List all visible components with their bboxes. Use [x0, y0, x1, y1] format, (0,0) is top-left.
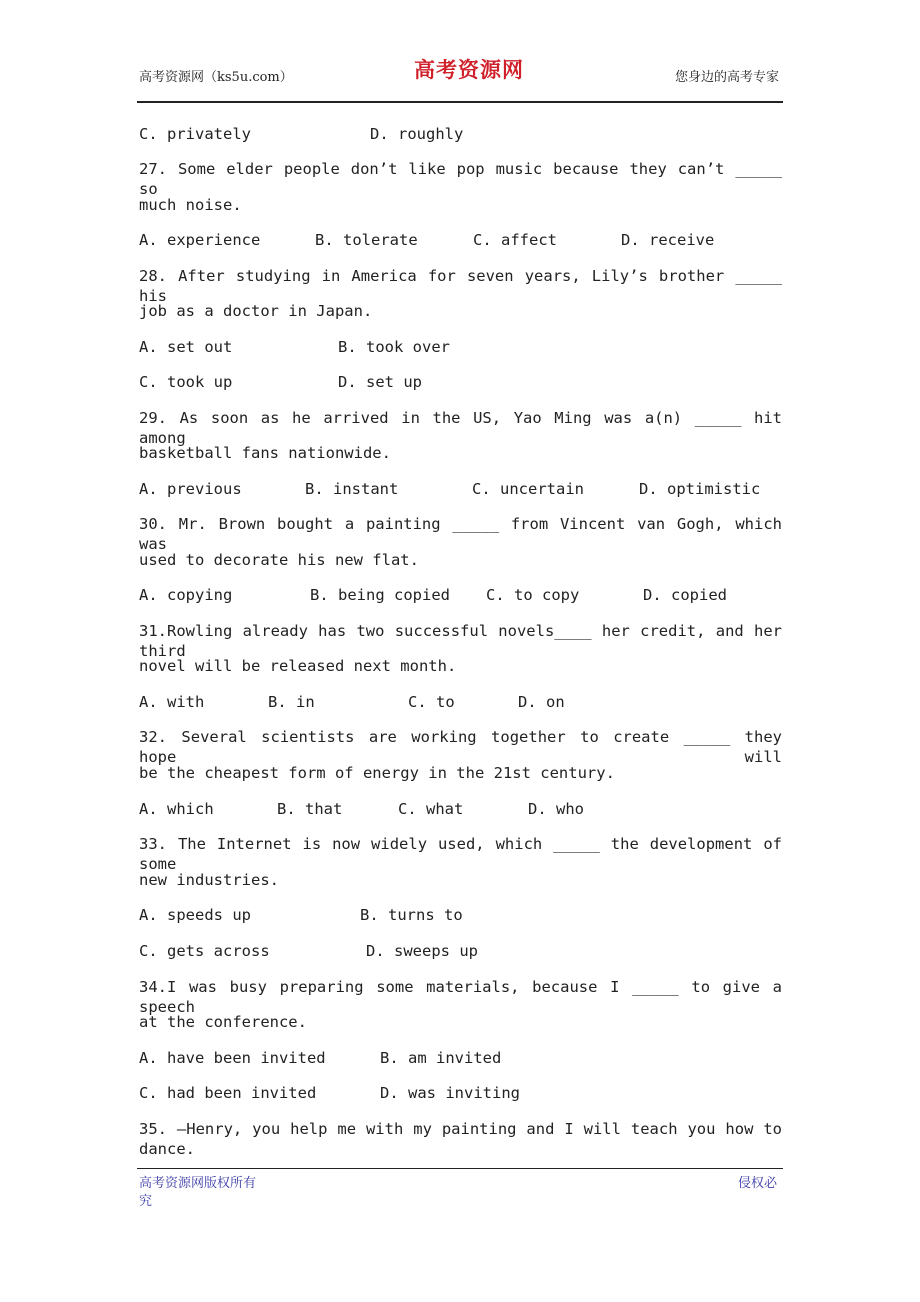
option: C. affect: [473, 231, 557, 249]
option: B. took over: [338, 338, 450, 356]
question-33: 33. The Internet is now widely used, which _____ the development of some: [139, 835, 782, 873]
question-31-cont: novel will be released next month.: [139, 657, 457, 675]
option: B. instant: [305, 480, 399, 498]
option: D. who: [528, 800, 584, 818]
option: D. roughly: [370, 125, 464, 143]
footer-right: 侵权必: [738, 1176, 778, 1191]
option: D. optimistic: [639, 480, 761, 498]
option: B. am invited: [380, 1049, 502, 1067]
option: D. sweeps up: [366, 942, 478, 960]
option: B. tolerate: [315, 231, 418, 249]
option: D. on: [518, 693, 565, 711]
question-30-cont: used to decorate his new flat.: [139, 551, 419, 569]
option: A. which: [139, 800, 214, 818]
question-30: 30. Mr. Brown bought a painting _____ from Vincent van Gogh, which was: [139, 515, 782, 553]
header-left: 高考资源网（ks5u.com）: [139, 70, 293, 85]
option: C. to: [408, 693, 455, 711]
option: A. experience: [139, 231, 261, 249]
question-27: 27. Some elder people don’t like pop music because they can’t _____ so: [139, 160, 782, 198]
question-29: 29. As soon as he arrived in the US, Yao Ming was a(n) _____ hit among: [139, 409, 782, 447]
option: B. turns to: [360, 906, 463, 924]
option: D. copied: [643, 586, 727, 604]
option: C. to copy: [486, 586, 580, 604]
option: B. in: [268, 693, 315, 711]
option: B. that: [277, 800, 343, 818]
option: A. copying: [139, 586, 233, 604]
option: D. was inviting: [380, 1084, 520, 1102]
option: A. speeds up: [139, 906, 251, 924]
option: A. previous: [139, 480, 242, 498]
question-29-cont: basketball fans nationwide.: [139, 444, 391, 462]
header-rule: [137, 101, 783, 103]
question-34-cont: at the conference.: [139, 1013, 307, 1031]
option: D. receive: [621, 231, 715, 249]
option: C. gets across: [139, 942, 270, 960]
option: C. privately: [139, 125, 251, 143]
question-32: 32. Several scientists are working together to create _____ they hope will: [139, 728, 782, 766]
question-35: 35. —Henry, you help me with my painting and I will teach you how to dance.: [139, 1120, 782, 1158]
question-33-cont: new industries.: [139, 871, 279, 889]
question-27-cont: much noise.: [139, 196, 242, 214]
header-right: 您身边的高考专家: [675, 70, 780, 85]
question-31: 31.Rowling already has two successful novels____ her credit, and her third: [139, 622, 782, 660]
option: B. being copied: [310, 586, 450, 604]
question-32-cont: be the cheapest form of energy in the 21st century.: [139, 764, 615, 782]
question-28: 28. After studying in America for seven years, Lily’s brother _____ his: [139, 267, 782, 305]
option: C. had been invited: [139, 1084, 317, 1102]
question-28-cont: job as a doctor in Japan.: [139, 302, 373, 320]
site-logo: 高考资源网: [414, 57, 524, 82]
footer-left: 高考资源网版权所有: [139, 1176, 257, 1191]
option: A. set out: [139, 338, 233, 356]
option: D. set up: [338, 373, 422, 391]
option: C. uncertain: [472, 480, 584, 498]
option: A. have been invited: [139, 1049, 326, 1067]
option: C. what: [398, 800, 464, 818]
footer-rule: [137, 1168, 783, 1169]
option: C. took up: [139, 373, 233, 391]
question-34: 34.I was busy preparing some materials, because I _____ to give a speech: [139, 978, 782, 1016]
option: A. with: [139, 693, 205, 711]
footer-left-cont: 究: [139, 1194, 153, 1209]
